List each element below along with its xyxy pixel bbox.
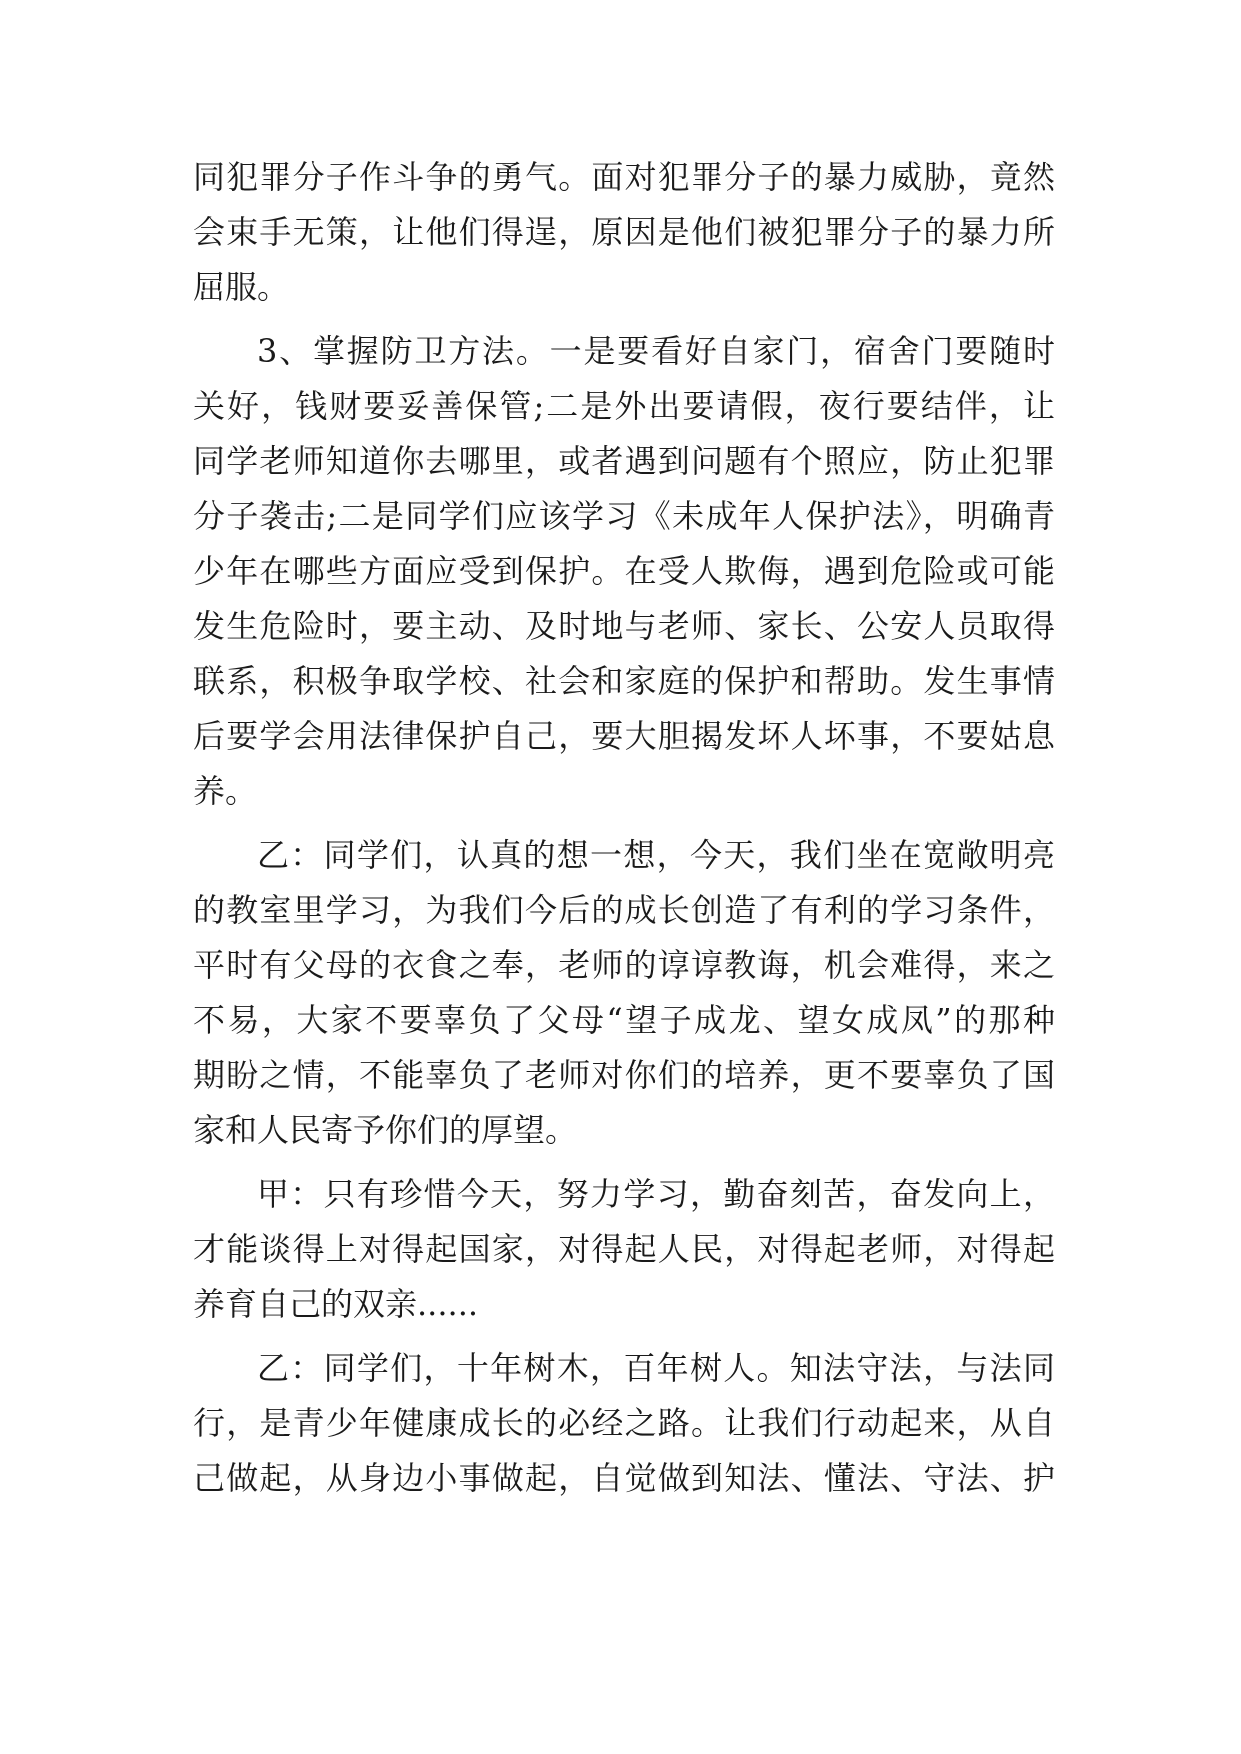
text-line: 乙：同学们，十年树木，百年树人。知法守法，与法同	[257, 1349, 1055, 1387]
text-line: 同学老师知道你去哪里，或者遇到问题有个照应，防止犯罪	[193, 442, 1055, 480]
text-line: 养。	[193, 772, 258, 810]
text-line: 的教室里学习，为我们今后的成长创造了有利的学习条件，	[193, 891, 1055, 929]
text-line: 关好，钱财要妥善保管;二是外出要请假，夜行要结伴，让	[193, 387, 1055, 425]
text-line: 屈服。	[193, 268, 290, 306]
text-line: 家和人民寄予你们的厚望。	[193, 1111, 578, 1149]
text-line: 联系，积极争取学校、社会和家庭的保护和帮助。发生事情	[193, 662, 1055, 700]
text-line: 发生危险时，要主动、及时地与老师、家长、公安人员取得	[193, 607, 1055, 645]
text-line: 期盼之情，不能辜负了老师对你们的培养，更不要辜负了国	[193, 1056, 1055, 1094]
paragraph-4	[193, 1167, 1055, 1332]
text-line: 行，是青少年健康成长的必经之路。让我们行动起来，从自	[193, 1404, 1055, 1442]
text-line: 平时有父母的衣食之奉，老师的谆谆教诲，机会难得，来之	[193, 946, 1055, 984]
text-line: 养育自己的双亲......	[193, 1285, 479, 1323]
text-line: 才能谈得上对得起国家，对得起人民，对得起老师，对得起	[193, 1230, 1055, 1268]
text-line: 同犯罪分子作斗争的勇气。面对犯罪分子的暴力威胁，竟然	[193, 158, 1055, 196]
text-line: 3、掌握防卫方法。一是要看好自家门，宿舍门要随时	[257, 332, 1055, 370]
text-line: 后要学会用法律保护自己，要大胆揭发坏人坏事，不要姑息	[193, 717, 1055, 755]
document-page	[193, 150, 1055, 1515]
text-line: 少年在哪些方面应受到保护。在受人欺侮，遇到危险或可能	[193, 552, 1055, 590]
paragraph-3	[193, 828, 1055, 1158]
text-line: 分子袭击;二是同学们应该学习《未成年人保护法》，明确青	[193, 497, 1055, 535]
paragraph-1	[193, 150, 1055, 315]
text-line: 甲：只有珍惜今天，努力学习，勤奋刻苦，奋发向上，	[257, 1175, 1055, 1213]
text-line: 不易，大家不要辜负了父母“望子成龙、望女成凤”的那种	[193, 1001, 1055, 1039]
text-line: 会束手无策，让他们得逞，原因是他们被犯罪分子的暴力所	[193, 213, 1055, 251]
paragraph-2	[193, 324, 1055, 819]
text-line: 己做起，从身边小事做起，自觉做到知法、懂法、守法、护	[193, 1459, 1055, 1497]
paragraph-5	[193, 1341, 1055, 1506]
text-line: 乙：同学们，认真的想一想，今天，我们坐在宽敞明亮	[257, 836, 1055, 874]
